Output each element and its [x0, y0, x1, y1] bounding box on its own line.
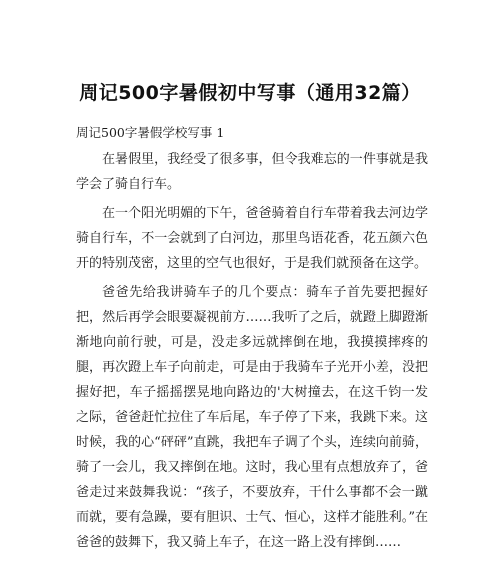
- paragraph-3: 爸爸先给我讲骑车子的几个要点：骑车子首先要把握好把，然后再学会眼要凝视前方……我听了之后，就蹬上脚蹬渐渐地向前行驶，可是，没走多远就摔倒在地，我摸摸摔疼的腿，再次蹬上车子向前走，可是由于我骑车子光开小差，没把握好把，车子摇摇摆晃地向路边的'大树撞去，在这千钧一发之际，爸爸赶忙拉住了车后尾，车子停了下来，我跳下来。这时候，我的心“砰砰”直跳，我把车子调了个头，连续向前骑，骑了一会儿，我又摔倒在地。这时，我心里有点想放弃了，爸爸走过来鼓舞我说：“孩子，不要放弃，干什么事都不会一蹴而就，要有急躁，要有胆识、士气、恒心，这样才能胜利。”在爸爸的鼓舞下，我又骑上车子，在这一路上没有摔倒……: [76, 285, 428, 550]
- document-title: 周记500字暑假初中写事（通用32篇）: [79, 82, 421, 104]
- paragraph-2: 在一个阳光明媚的下午，爸爸骑着自行车带着我去河边学骑自行车，不一会就到了白河边，那里鸟语花香，花五颜六色开的特别茂密，这里的空气也很好，于是我们就预备在这学。: [76, 206, 428, 271]
- paragraph-1: 在暑假里，我经受了很多事，但令我难忘的一件事就是我学会了骑自行车。: [76, 152, 428, 192]
- section-heading: 周记500字暑假学校写事 1: [76, 125, 225, 140]
